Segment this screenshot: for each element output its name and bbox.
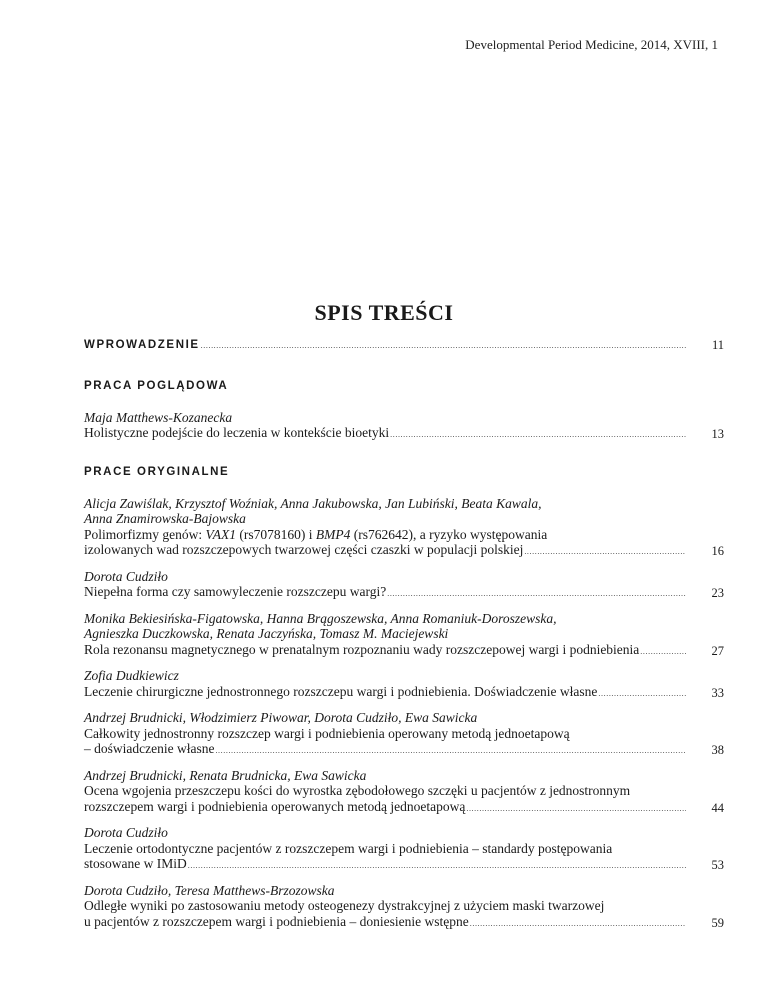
- entry-title: Niepełna forma czy samowyleczenie rozszczepu wargi?: [84, 584, 387, 599]
- page-title: SPIS TREŚCI: [314, 300, 454, 325]
- entry-authors: Dorota Cudziło, Teresa Matthews-Brzozowska: [84, 882, 335, 898]
- entry-title: Leczenie ortodontyczne pacjentów z rozszczepem wargi i podniebienia – standardy postępowania: [84, 840, 613, 856]
- section-original-heading: PRACE ORYGINALNE: [84, 465, 230, 478]
- toc-page-number: 38: [711, 743, 724, 757]
- entry-authors: Anna Znamirowska-Bajowska: [84, 511, 246, 526]
- entry-authors: Dorota Cudziło: [84, 825, 168, 840]
- toc-entry: [84, 825, 724, 874]
- entry-title: Ocena wgojenia przeszczepu kości do wyrostka zębodołowego szczęki u pacjentów z jednostronnym: [84, 783, 631, 798]
- entry-title: izolowanych wad rozszczepowych twarzowej części czaszki w populacji polskiej: [84, 542, 524, 557]
- journal-header: Developmental Period Medicine, 2014, XVIII, 1: [465, 37, 718, 52]
- toc-page-number: 13: [711, 427, 724, 441]
- entry-title: Polimorfizmy genów: VAX1 (rs7078160) i BMP4 (rs762642), a ryzyko występowania: [84, 526, 548, 542]
- toc-entry: [84, 569, 724, 602]
- toc-page-number: 23: [711, 586, 724, 600]
- entry-title: Całkowity jednostronny rozszczep wargi i podniebienia operowany metodą jednoetapową: [84, 725, 570, 741]
- toc-entry: [84, 496, 724, 560]
- entry-authors: Andrzej Brudnicki, Renata Brudnicka, Ewa Sawicka: [84, 767, 367, 783]
- toc-entry: [84, 710, 724, 759]
- entry-title: Holistyczne podejście do leczenia w kontekście bioetyki: [84, 425, 390, 440]
- toc-page-number: 33: [711, 685, 724, 700]
- entry-authors: Andrzej Brudnicki, Włodzimierz Piwowar, Dorota Cudziło, Ewa Sawicka: [84, 710, 478, 725]
- section-intro-label: WPROWADZENIE: [84, 339, 200, 351]
- toc-intro: [84, 338, 724, 354]
- toc-entry: [84, 768, 724, 817]
- entry-authors: Agnieszka Duczkowska, Renata Jaczyńska, Tomasz M. Maciejewski: [84, 626, 449, 641]
- entry-authors: Dorota Cudziło: [84, 568, 168, 584]
- entry-title: Rola rezonansu magnetycznego w prenatalnym rozpoznaniu wady rozszczepowej wargi i podniebienia: [84, 641, 640, 657]
- entry-title: Leczenie chirurgiczne jednostronnego rozszczepu wargi i podniebienia. Doświadczenie własne: [84, 683, 598, 699]
- table-of-contents: [84, 338, 724, 940]
- toc-entry: [84, 611, 724, 660]
- toc-page-number: 59: [711, 915, 724, 930]
- toc-page-number: 11: [711, 338, 724, 352]
- entry-title: stosowane w IMiD: [84, 856, 187, 871]
- entry-title: rozszczepem wargi i podniebienia operowanych metodą jednoetapową: [84, 798, 466, 814]
- entry-authors: Zofia Dudkiewicz: [84, 668, 179, 683]
- toc-page-number: 27: [711, 643, 724, 658]
- entry-title: – doświadczenie własne: [84, 741, 215, 756]
- entry-authors: Monika Bekiesińska-Figatowska, Hanna Brągoszewska, Anna Romaniuk-Doroszewska,: [84, 610, 557, 626]
- section-review-heading: PRACA POGLĄDOWA: [84, 379, 229, 392]
- toc-entry: [84, 883, 724, 932]
- toc-entry: [84, 668, 724, 701]
- toc-page-number: 16: [711, 544, 724, 558]
- entry-title: Odległe wyniki po zastosowaniu metody osteogenezy dystrakcyjnej z użyciem maski twarzowej: [84, 898, 605, 913]
- toc-entry: [84, 410, 724, 443]
- toc-page-number: 44: [711, 800, 724, 815]
- entry-title: u pacjentów z rozszczepem wargi i podniebienia – doniesienie wstępne: [84, 913, 469, 929]
- entry-authors: Maja Matthews-Kozanecka: [84, 409, 233, 425]
- entry-authors: Alicja Zawiślak, Krzysztof Woźniak, Anna Jakubowska, Jan Lubiński, Beata Kawala,: [84, 495, 542, 511]
- toc-page-number: 53: [711, 858, 724, 872]
